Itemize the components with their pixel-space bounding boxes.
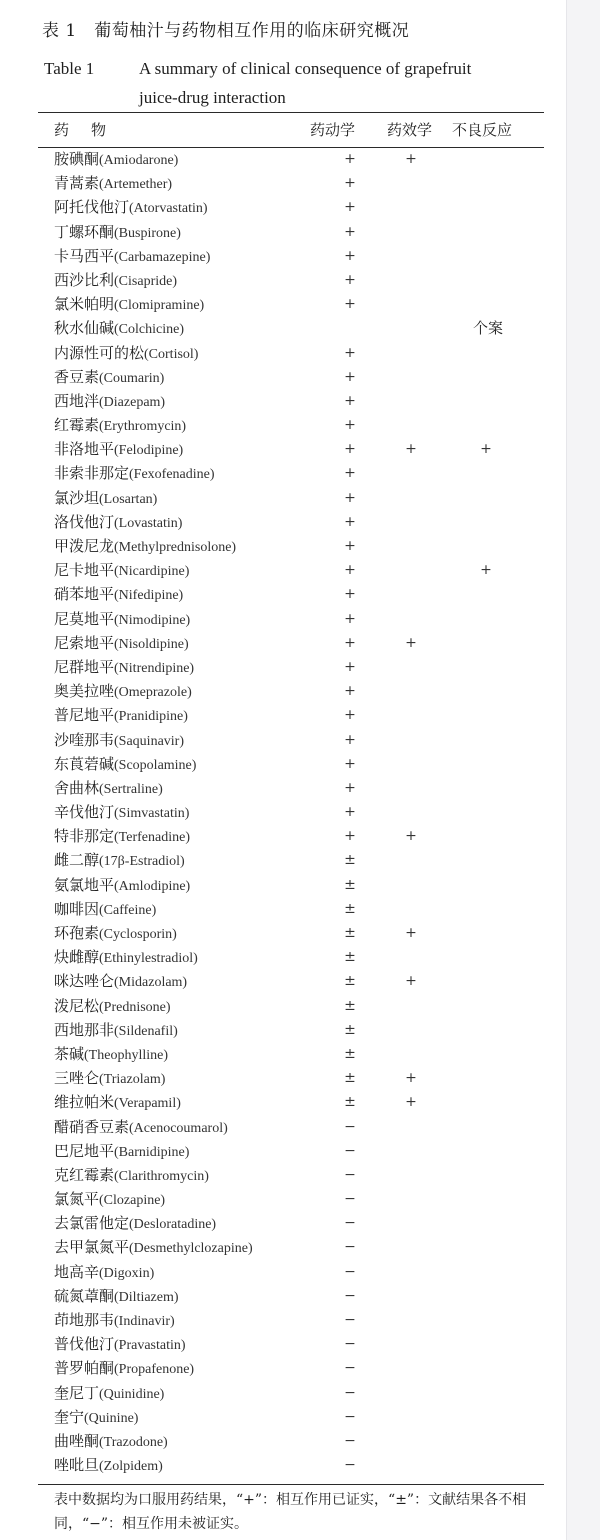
pharmacokinetics-cell: − (344, 1239, 356, 1256)
drug-name (54, 316, 184, 342)
drug-name-chinese: 氯氮平 (54, 1190, 100, 1209)
table-row (0, 897, 566, 921)
drug-name-english: (Propafenone) (114, 1362, 195, 1378)
pharmacokinetics-cell: + (344, 828, 356, 845)
drug-name-english: (Cisapride) (114, 273, 177, 289)
drug-name-chinese: 醋硝香豆素 (54, 1117, 130, 1136)
pharmacodynamics-cell: + (405, 441, 417, 458)
drug-name (54, 969, 187, 995)
table-row (0, 316, 566, 340)
drug-name (54, 945, 198, 971)
pharmacokinetics-cell: − (344, 1408, 356, 1425)
table-row (0, 1187, 566, 1211)
header-adverse-reactions: 不良反应 (452, 121, 513, 139)
pharmacokinetics-cell: ± (344, 973, 356, 990)
pharmacokinetics-cell: − (344, 1336, 356, 1353)
drug-name (54, 1284, 179, 1310)
pharmacodynamics-cell: + (405, 925, 417, 941)
drug-name-chinese: 硫氮䓬酮 (54, 1286, 115, 1305)
pharmacokinetics-cell: + (344, 683, 356, 700)
adverse-reaction-cell: + (480, 441, 492, 458)
drug-name-chinese: 非索非那定 (54, 464, 130, 483)
table-row (0, 655, 566, 679)
pharmacokinetics-cell: + (344, 538, 356, 554)
drug-name (54, 1453, 163, 1479)
drug-name (54, 1187, 165, 1213)
drug-name (54, 1381, 164, 1407)
pharmacokinetics-cell: − (344, 1432, 356, 1449)
table-row (0, 268, 566, 292)
drug-name (54, 752, 196, 778)
drug-name-chinese: 咪达唑仑 (54, 972, 115, 991)
table-row (0, 437, 566, 461)
drug-name-chinese: 特非那定 (54, 827, 115, 846)
pharmacokinetics-cell: ± (344, 852, 356, 869)
pharmacokinetics-cell: + (344, 731, 356, 748)
drug-name (54, 1405, 138, 1431)
table-row (0, 582, 566, 606)
table-row (0, 1308, 566, 1332)
table-title-english (44, 54, 544, 112)
drug-name-chinese: 沙喹那韦 (54, 730, 115, 749)
drug-name-chinese: 去甲氯氮平 (54, 1238, 130, 1257)
table-row (0, 1284, 566, 1308)
drug-name-chinese: 奎尼丁 (54, 1383, 100, 1402)
pharmacodynamics-cell: + (405, 973, 417, 990)
table-row (0, 921, 566, 945)
drug-name-english: (Barnidipine) (114, 1144, 190, 1160)
drug-name-english: (Cortisol) (144, 346, 199, 362)
pharmacokinetics-cell: + (344, 658, 356, 675)
pharmacokinetics-cell: − (344, 1360, 356, 1377)
pharmacokinetics-cell: + (344, 489, 356, 506)
drug-name (54, 776, 163, 802)
drug-name-english: (Scopolamine) (114, 757, 197, 773)
drug-name-chinese: 舍曲林 (54, 778, 100, 797)
drug-name-english: (Losartan) (99, 491, 158, 507)
drug-name-english: (17β-Estradiol) (99, 854, 185, 870)
pharmacokinetics-cell: − (344, 1287, 356, 1304)
drug-name-chinese: 硝苯地平 (54, 585, 115, 604)
drug-name-chinese: 泼尼松 (54, 996, 100, 1015)
adverse-reaction-cell: 个案 (472, 319, 503, 338)
drug-name-chinese: 巴尼地平 (54, 1141, 115, 1160)
drug-name (54, 486, 157, 512)
pharmacokinetics-cell: + (344, 223, 356, 240)
drug-name-english: (Nitrendipine) (114, 660, 195, 676)
table-row (0, 969, 566, 993)
drug-name-chinese: 普伐他汀 (54, 1335, 115, 1354)
drug-name (54, 607, 190, 633)
drug-name (54, 341, 198, 367)
drug-name-english: (Prednisone) (99, 999, 171, 1015)
drug-name (54, 897, 156, 923)
table-row (0, 147, 566, 171)
pharmacokinetics-cell: − (344, 1118, 356, 1135)
drug-name-english: (Desmethylclozapine) (129, 1241, 253, 1257)
drug-name-chinese: 丁螺环酮 (54, 222, 115, 241)
table-title-english-line2: juice-drug interaction (139, 88, 286, 107)
pharmacokinetics-cell: + (344, 586, 356, 603)
drug-name-chinese: 氯米帕明 (54, 295, 115, 314)
drug-name-english: (Lovastatin) (114, 515, 183, 531)
drug-name (54, 1235, 253, 1261)
pharmacokinetics-cell: − (344, 1263, 356, 1280)
pharmacokinetics-cell: + (344, 755, 356, 772)
drug-name-english: (Terfenadine) (114, 830, 190, 846)
pharmacokinetics-cell: + (344, 368, 356, 385)
drug-name-english: (Sertraline) (99, 781, 163, 797)
drug-name (54, 389, 165, 415)
drug-name (54, 1018, 178, 1044)
drug-name-chinese: 环孢素 (54, 924, 100, 942)
table-row (0, 1090, 566, 1114)
drug-name-chinese: 红霉素 (54, 416, 100, 435)
pharmacokinetics-cell: − (344, 1142, 356, 1159)
pharmacodynamics-cell: + (405, 151, 417, 167)
drug-name-english: (Simvastatin) (114, 806, 190, 822)
pharmacodynamics-cell: + (405, 1070, 417, 1087)
drug-name-chinese: 阿托伐他汀 (54, 198, 130, 217)
pharmacokinetics-cell: − (344, 1457, 356, 1474)
pharmacokinetics-cell: − (344, 1166, 356, 1183)
drug-name (54, 655, 194, 681)
drug-name-english: (Caffeine) (99, 902, 157, 918)
header-pharmacodynamics: 药效学 (387, 121, 433, 139)
table-row (0, 558, 566, 582)
table-row (0, 1211, 566, 1235)
drug-name-chinese: 西沙比利 (54, 270, 115, 289)
pharmacokinetics-cell: − (344, 1384, 356, 1401)
drug-name-chinese: 普尼地平 (54, 706, 115, 725)
pharmacokinetics-cell: + (344, 634, 356, 651)
table-bottom-rule (38, 1484, 544, 1485)
drug-name (54, 1115, 228, 1141)
drug-name-english: (Diazepam) (99, 394, 166, 410)
table-row (0, 244, 566, 268)
drug-name-chinese: 普罗帕酮 (54, 1359, 115, 1378)
drug-name (54, 921, 177, 947)
table-number-label: Table 1 (44, 59, 95, 78)
table-row (0, 752, 566, 776)
table-row (0, 1429, 566, 1453)
header-pharmacokinetics: 药动学 (310, 121, 356, 139)
drug-name-english: (Verapamil) (114, 1096, 181, 1112)
drug-name-english: (Clomipramine) (114, 298, 205, 314)
drug-name-english: (Ethinylestradiol) (99, 951, 198, 967)
drug-name-chinese: 唑吡旦 (54, 1456, 100, 1475)
pharmacokinetics-cell: + (344, 417, 356, 434)
table-row (0, 389, 566, 413)
drug-name-english: (Nisoldipine) (114, 636, 189, 652)
drug-name-chinese: 西地那非 (54, 1020, 115, 1039)
drug-name-chinese: 胺碘酮 (54, 150, 100, 168)
table-row (0, 631, 566, 655)
table-row (0, 171, 566, 195)
table-top-rule (38, 112, 544, 113)
drug-name-english: (Pranidipine) (114, 709, 188, 725)
drug-name-chinese: 非洛地平 (54, 440, 115, 459)
drug-name (54, 171, 172, 197)
table-row (0, 1139, 566, 1163)
pharmacokinetics-cell: + (344, 175, 356, 192)
drug-name-english: (Desloratadine) (129, 1217, 217, 1233)
pharmacokinetics-cell: + (344, 151, 356, 167)
drug-name (54, 1429, 168, 1455)
table-row (0, 1042, 566, 1066)
drug-name (54, 1066, 165, 1092)
table-row (0, 800, 566, 824)
pharmacokinetics-cell: + (344, 513, 356, 530)
table-row (0, 413, 566, 437)
drug-name (54, 244, 210, 270)
drug-name (54, 1260, 154, 1286)
pharmacokinetics-cell: ± (344, 1094, 356, 1111)
pharmacodynamics-cell: + (405, 828, 417, 845)
drug-name (54, 365, 164, 391)
drug-name-english: (Colchicine) (114, 322, 184, 338)
table-row (0, 1356, 566, 1380)
table-row (0, 1332, 566, 1356)
table-row (0, 728, 566, 752)
table-row (0, 873, 566, 897)
pharmacokinetics-cell: ± (344, 1045, 356, 1062)
drug-name (54, 800, 189, 826)
pharmacokinetics-cell: + (344, 779, 356, 796)
drug-name-english: (Saquinavir) (114, 733, 184, 749)
drug-name-chinese: 香豆素 (54, 367, 100, 386)
pharmacokinetics-cell: ± (344, 1021, 356, 1038)
table-row (0, 1405, 566, 1429)
drug-name-english: (Omeprazole) (114, 685, 192, 701)
drug-name-english: (Nimodipine) (114, 612, 191, 628)
drug-name-english: (Clozapine) (99, 1193, 166, 1209)
drug-name (54, 873, 190, 899)
drug-name-chinese: 地高辛 (54, 1262, 100, 1281)
drug-name-chinese: 炔雌醇 (54, 948, 100, 967)
drug-name-english: (Midazolam) (114, 975, 188, 991)
pharmacokinetics-cell: − (344, 1312, 356, 1328)
drug-name-english: (Carbamazepine) (114, 249, 211, 265)
pharmacokinetics-cell: + (344, 247, 356, 264)
drug-name (54, 848, 185, 874)
drug-name (54, 703, 188, 729)
table-row (0, 607, 566, 631)
drug-name-chinese: 尼莫地平 (54, 609, 115, 628)
drug-name-english: (Digoxin) (99, 1265, 155, 1281)
drug-name-chinese: 尼卡地平 (54, 561, 115, 580)
drug-name-chinese: 甲泼尼龙 (54, 537, 115, 555)
drug-name-chinese: 曲唑酮 (54, 1431, 100, 1450)
drug-name-chinese: 尼索地平 (54, 633, 115, 652)
drug-name (54, 1332, 186, 1358)
table-row (0, 365, 566, 389)
pharmacokinetics-cell: + (344, 344, 356, 361)
drug-name-chinese: 辛伐他汀 (54, 803, 115, 822)
drug-name-english: (Atorvastatin) (129, 201, 208, 217)
drug-name-chinese: 尼群地平 (54, 657, 115, 676)
table-row (0, 1018, 566, 1042)
drug-name-english: (Amiodarone) (99, 153, 179, 168)
drug-name-english: (Artemether) (99, 177, 173, 193)
drug-name-chinese: 秋水仙碱 (54, 319, 115, 338)
drug-name-english: (Coumarin) (99, 370, 165, 386)
drug-name-english: (Indinavir) (114, 1314, 175, 1329)
drug-name (54, 679, 192, 705)
table-row (0, 1381, 566, 1405)
drug-name (54, 1090, 181, 1116)
header-drug: 药物 (54, 121, 129, 139)
pharmacokinetics-cell: ± (344, 949, 356, 966)
drug-name-english: (Erythromycin) (99, 419, 187, 435)
pharmacodynamics-cell: + (405, 634, 417, 651)
drug-name-chinese: 奎宁 (54, 1407, 85, 1426)
pharmacokinetics-cell: ± (344, 1070, 356, 1087)
drug-name-english: (Theophylline) (84, 1047, 168, 1063)
drug-name (54, 147, 178, 173)
table-row (0, 1235, 566, 1259)
drug-name-english: (Quinine) (84, 1410, 139, 1426)
drug-name-chinese: 内源性可的松 (54, 343, 145, 362)
drug-name-english: (Cyclosporin) (99, 927, 177, 942)
table-row (0, 824, 566, 848)
drug-name-chinese: 茶碱 (54, 1044, 85, 1063)
drug-name-english: (Diltiazem) (114, 1289, 179, 1305)
drug-name-chinese: 奥美拉唑 (54, 682, 115, 701)
table-row (0, 1163, 566, 1187)
drug-name (54, 994, 171, 1020)
drug-name (54, 268, 177, 294)
pharmacodynamics-cell: + (405, 1094, 417, 1111)
pharmacokinetics-cell: + (344, 199, 356, 216)
drug-name-english: (Nicardipine) (114, 564, 190, 580)
pharmacokinetics-cell: − (344, 1215, 356, 1232)
pharmacokinetics-cell: ± (344, 925, 356, 941)
pharmacokinetics-cell: + (344, 562, 356, 579)
table-row (0, 1453, 566, 1477)
drug-name (54, 437, 183, 463)
drug-name (54, 1163, 209, 1189)
drug-name-chinese: 氯沙坦 (54, 488, 100, 507)
drug-name (54, 1042, 168, 1068)
drug-name-chinese: 茚地那韦 (54, 1311, 115, 1329)
drug-name-chinese: 咖啡因 (54, 899, 100, 918)
drug-name-chinese: 洛伐他汀 (54, 512, 115, 531)
table-footnote: 表中数据均为口服用药结果，“+”：相互作用已证实，“±”：文献结果各不相同，“−”：相互作用未被证实。 (54, 1492, 527, 1532)
table-row (0, 341, 566, 365)
table-row (0, 486, 566, 510)
drug-name-english: (Sildenafil) (114, 1023, 178, 1039)
drug-name (54, 824, 190, 850)
drug-name (54, 510, 182, 536)
table-row (0, 292, 566, 316)
drug-name-english: (Triazolam) (99, 1072, 166, 1088)
table-row (0, 1066, 566, 1090)
drug-name-english: (Quinidine) (99, 1386, 165, 1402)
drug-name-chinese: 青蒿素 (54, 174, 100, 193)
pharmacokinetics-cell: + (344, 392, 356, 409)
drug-name-english: (Clarithromycin) (114, 1168, 209, 1184)
drug-name-english: (Pravastatin) (114, 1338, 186, 1354)
drug-name-chinese: 去氯雷他定 (54, 1214, 130, 1233)
table-row (0, 848, 566, 872)
pharmacokinetics-cell: + (344, 271, 356, 288)
drug-name-chinese: 雌二醇 (54, 851, 100, 870)
table-row (0, 461, 566, 485)
pharmacokinetics-cell: + (344, 296, 356, 313)
pharmacokinetics-cell: − (344, 1191, 356, 1208)
drug-name-chinese: 东莨菪碱 (54, 754, 115, 773)
drug-name-english: (Felodipine) (114, 443, 184, 459)
pharmacokinetics-cell: + (344, 804, 356, 821)
table-row (0, 703, 566, 727)
drug-name-chinese: 维拉帕米 (54, 1093, 115, 1112)
table-row (0, 994, 566, 1018)
pharmacokinetics-cell: ± (344, 876, 356, 893)
drug-name (54, 461, 215, 487)
drug-name (54, 1211, 216, 1237)
drug-name-chinese: 氨氯地平 (54, 875, 115, 894)
table-title-chinese: 表 1 葡萄柚汁与药物相互作用的临床研究概况 (42, 21, 410, 41)
drug-name-english: (Nifedipine) (114, 588, 184, 604)
drug-name (54, 534, 236, 560)
drug-name (54, 1139, 189, 1165)
table-row (0, 1115, 566, 1139)
drug-name-chinese: 三唑仑 (54, 1069, 100, 1088)
drug-name-english: (Methylprednisolone) (114, 540, 237, 555)
table-row (0, 220, 566, 244)
table-row (0, 1260, 566, 1284)
drug-name-english: (Fexofenadine) (129, 467, 215, 483)
drug-name (54, 631, 189, 657)
drug-name (54, 1308, 175, 1334)
pharmacokinetics-cell: + (344, 441, 356, 458)
drug-name (54, 582, 183, 608)
drug-name (54, 220, 181, 246)
drug-name (54, 413, 186, 439)
table-row (0, 945, 566, 969)
drug-name (54, 728, 184, 754)
drug-name (54, 558, 189, 584)
drug-name-english: (Zolpidem) (99, 1459, 163, 1475)
drug-name-chinese: 西地泮 (54, 391, 100, 410)
drug-name-english: (Amlodipine) (114, 878, 191, 894)
table-row (0, 534, 566, 558)
table-row (0, 679, 566, 703)
drug-name (54, 195, 208, 221)
table-body (0, 147, 566, 1477)
pharmacokinetics-cell: ± (344, 900, 356, 917)
pharmacokinetics-cell: + (344, 465, 356, 482)
drug-name-english: (Acenocoumarol) (129, 1120, 228, 1136)
drug-name (54, 1356, 194, 1382)
drug-name-chinese: 克红霉素 (54, 1165, 115, 1184)
adverse-reaction-cell: + (480, 562, 492, 579)
pharmacokinetics-cell: ± (344, 997, 356, 1014)
drug-name-english: (Trazodone) (99, 1434, 168, 1450)
drug-name-chinese: 卡马西平 (54, 246, 115, 265)
table-row (0, 776, 566, 800)
table-row (0, 195, 566, 219)
pharmacokinetics-cell: + (344, 707, 356, 724)
table-row (0, 510, 566, 534)
pharmacokinetics-cell: + (344, 610, 356, 627)
table-title-english-line1: A summary of clinical consequence of grapefruit (139, 59, 472, 78)
drug-name-english: (Buspirone) (114, 225, 181, 241)
drug-name (54, 292, 204, 318)
